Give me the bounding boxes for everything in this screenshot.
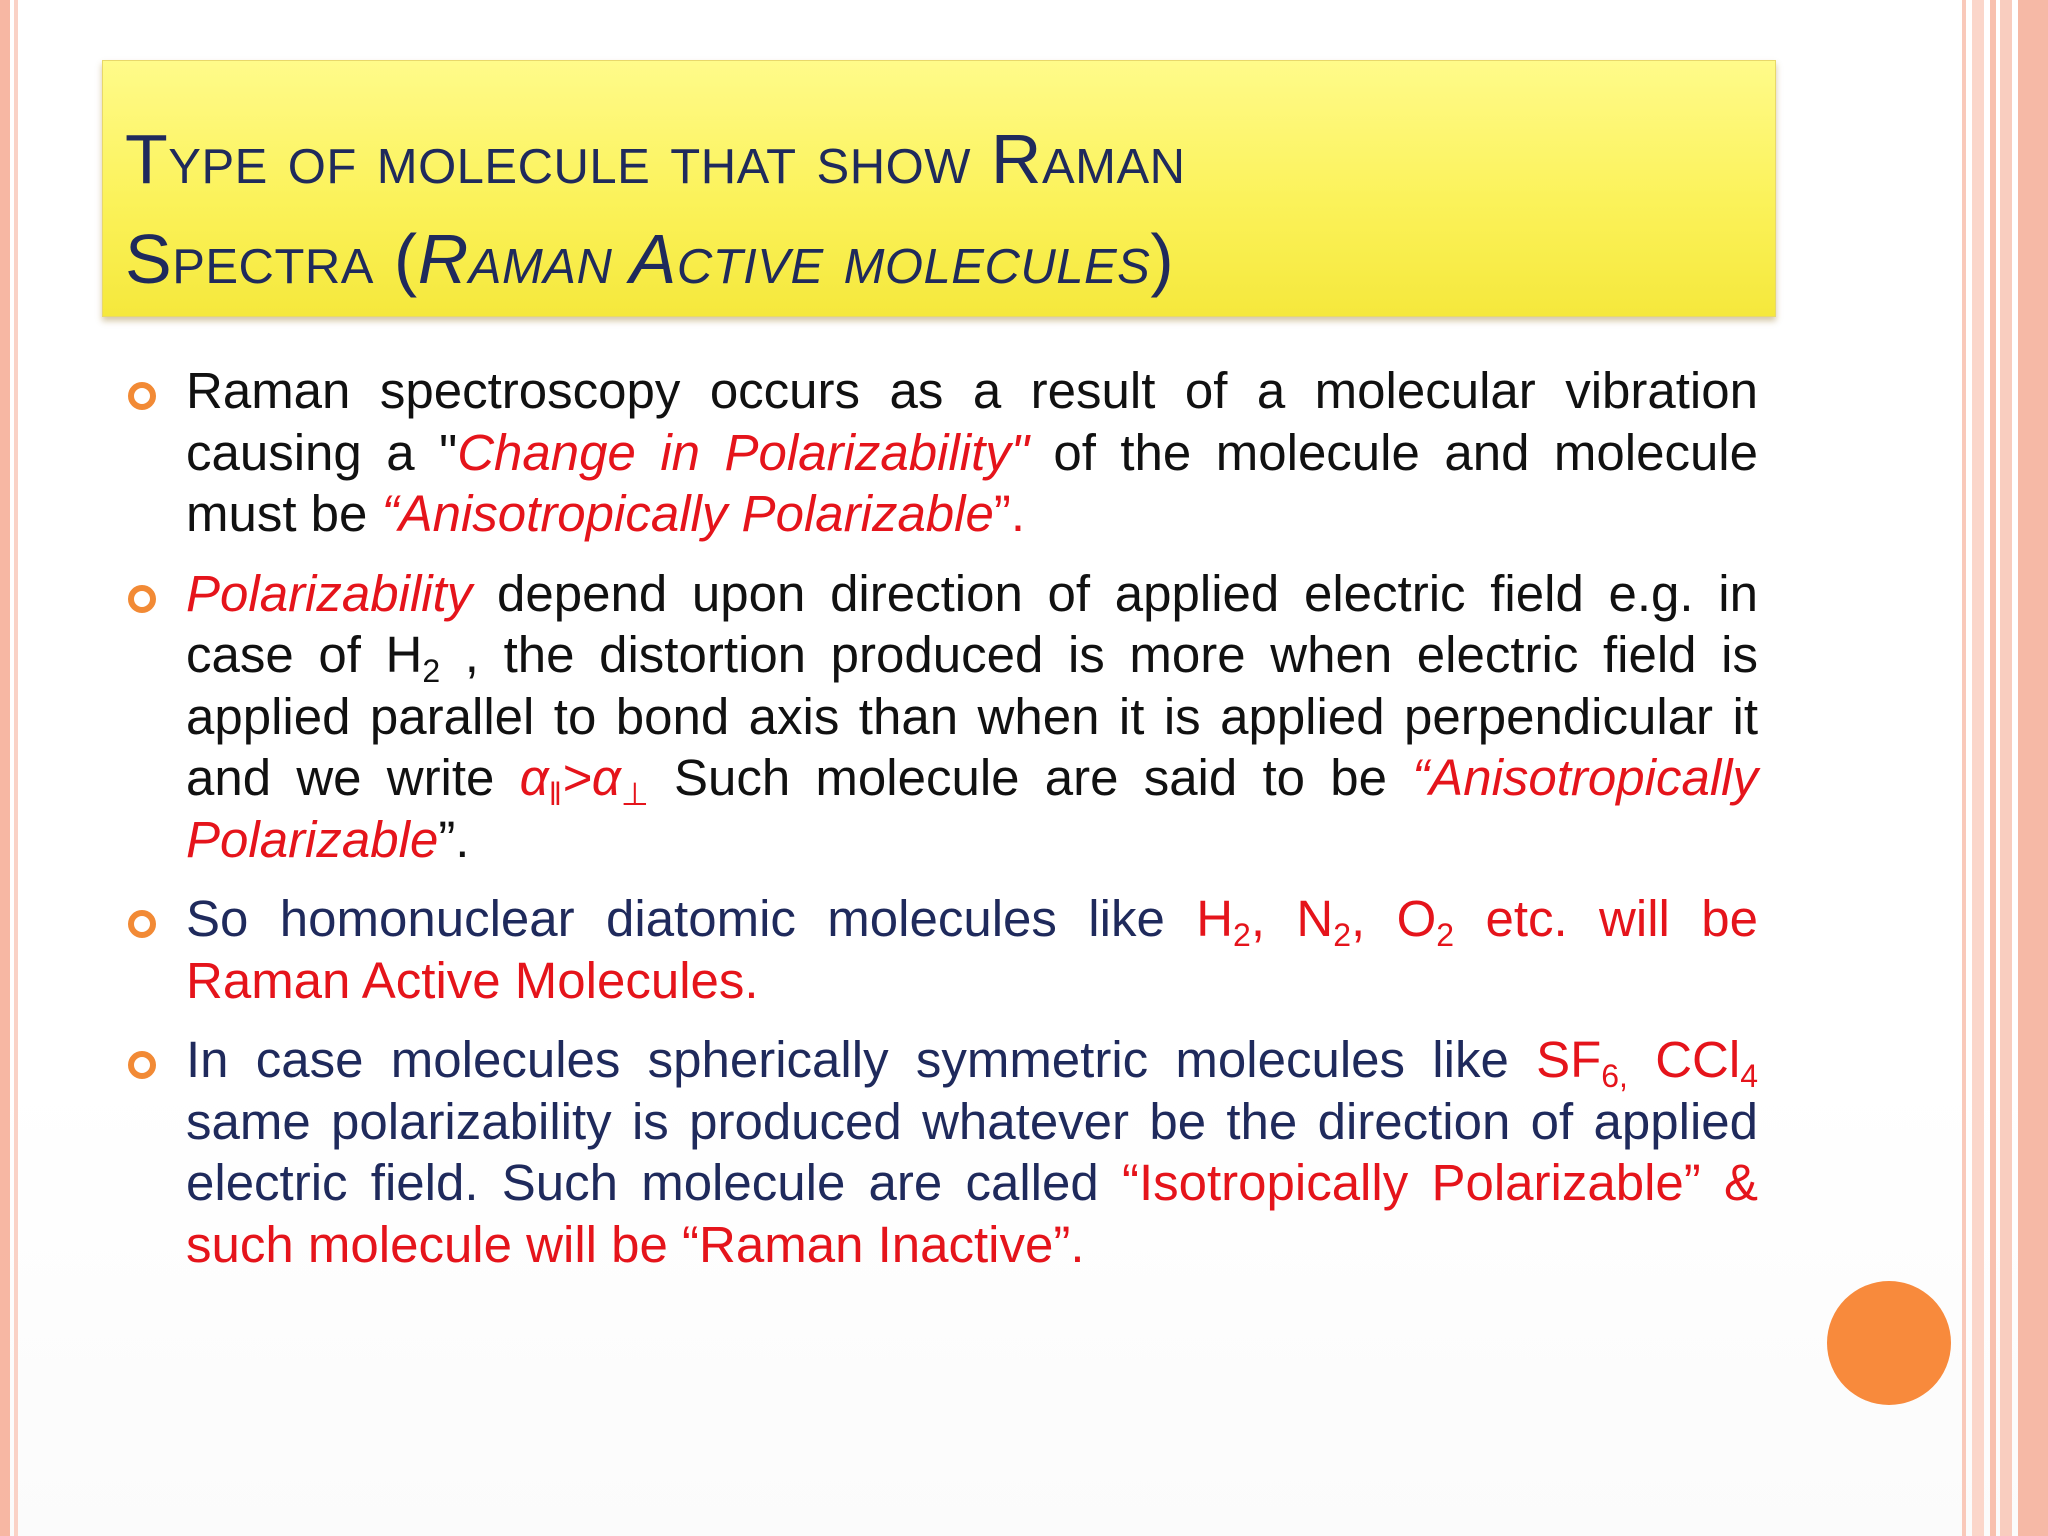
- bullet-circle-icon: [128, 910, 156, 938]
- title-line-2-start: Spectra (: [125, 220, 418, 298]
- bullet-circle-icon: [128, 1051, 156, 1079]
- highlight-text: “Isotropically Polarizable” & such molecule will be “Raman Inactive”.: [186, 1154, 1758, 1273]
- highlight-text: ”.: [993, 485, 1026, 542]
- highlight-text: H: [1196, 890, 1234, 947]
- subscript: 4: [1740, 1058, 1758, 1094]
- title-line-2-end: ): [1150, 220, 1175, 298]
- bullet-circle-icon: [128, 585, 156, 613]
- title-line-1: Type of molecule that show Raman: [125, 120, 1186, 198]
- highlight-text: CCl: [1627, 1031, 1741, 1088]
- highlight-text: “Anisotropically Polarizable: [381, 485, 994, 542]
- decorative-orange-circle: [1827, 1281, 1951, 1405]
- right-edge-stripe: [2018, 0, 2048, 1536]
- left-edge-stripe: [0, 0, 10, 1536]
- subscript: ‖: [548, 776, 562, 812]
- subscript: 2: [1436, 917, 1455, 953]
- bullet-item: [128, 360, 1758, 545]
- highlight-text: , N: [1250, 890, 1334, 947]
- bullet-item: [128, 888, 1758, 1011]
- subscript: 2: [422, 653, 441, 689]
- right-edge-stripe: [1972, 0, 1984, 1536]
- bullet-item: [128, 563, 1758, 871]
- subscript: 2: [1233, 917, 1251, 953]
- bullet-text: same polarizability is produced whatever be the direction of applied electric field. Such molecule are called: [186, 1092, 1758, 1211]
- subscript: ⊥: [620, 776, 649, 812]
- bullet-text: So homonuclear diatomic molecules like: [186, 890, 1197, 947]
- highlight-text: Change in Polarizability": [457, 423, 1029, 481]
- right-edge-stripe: [1990, 0, 1996, 1536]
- title-line-2-italic: Raman Active molecules: [417, 220, 1151, 298]
- bullet-text: Raman spectroscopy occurs as a result of a molecular vibration causing a ": [186, 362, 1758, 481]
- bullet-text: depend upon direction of applied electric field e.g. in case of H: [186, 564, 1758, 683]
- subscript: 6,: [1601, 1058, 1628, 1094]
- alpha-symbol: α: [519, 749, 549, 806]
- right-edge-stripe: [1962, 0, 1966, 1536]
- right-edge-stripe: [2000, 0, 2012, 1536]
- bullet-item: [128, 1029, 1758, 1275]
- left-edge-stripe-thin: [14, 0, 18, 1536]
- bullet-text: , the distortion produced is more when electric field is applied parallel to bond axis than when it is applied perpendicular it and we write: [186, 626, 1758, 806]
- slide-title: [125, 109, 1755, 309]
- bullet-text: of the molecule and molecule must be: [186, 423, 1759, 542]
- highlight-text: etc. will be Raman Active Molecules.: [186, 890, 1758, 1009]
- alpha-symbol: >α: [561, 749, 621, 806]
- bullet-text: ”.: [438, 810, 470, 868]
- highlight-text: SF: [1536, 1031, 1602, 1088]
- bullet-text: In case molecules spherically symmetric molecules like: [186, 1031, 1537, 1088]
- highlight-text: Polarizability: [186, 564, 473, 622]
- bullet-circle-icon: [128, 382, 156, 410]
- title-box: [102, 60, 1776, 317]
- highlight-text: , O: [1351, 890, 1437, 947]
- bullet-text: Such molecule are said to be: [648, 749, 1413, 806]
- bullet-list: [128, 360, 1758, 1293]
- highlight-text: “Anisotropically Polarizable: [186, 749, 1758, 868]
- subscript: 2: [1333, 917, 1352, 953]
